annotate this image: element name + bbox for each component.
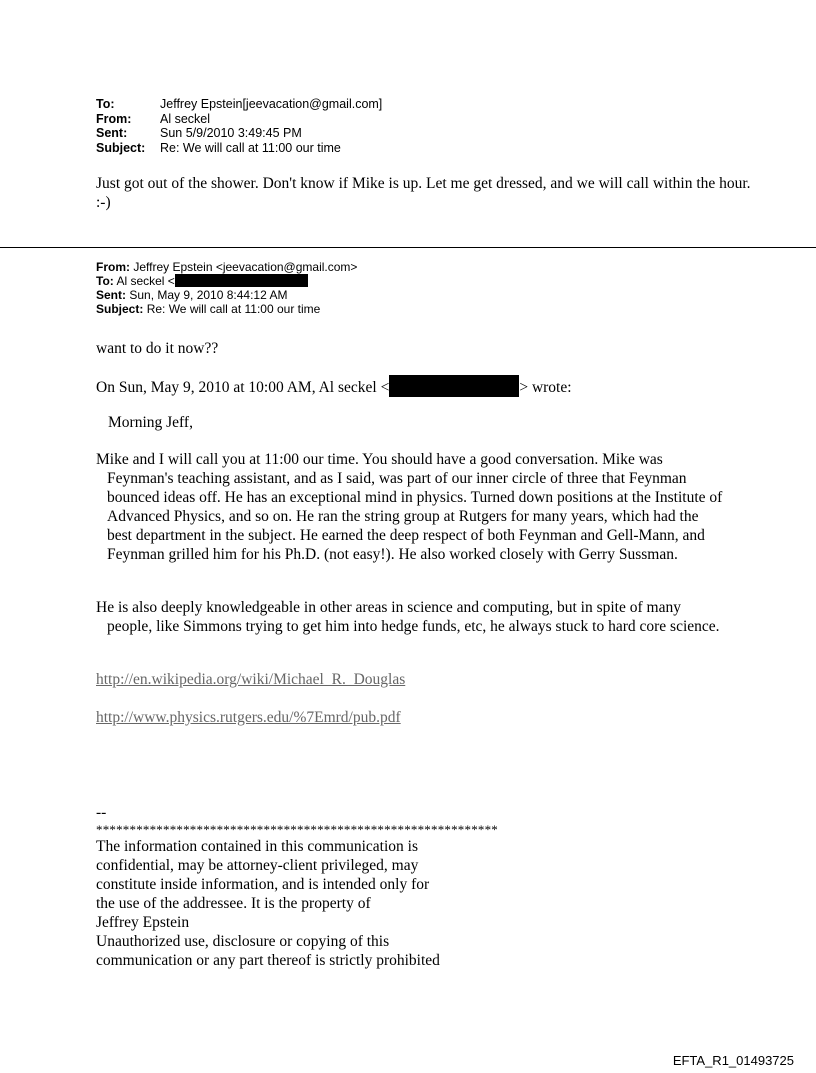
attribution-end: > wrote: [519, 379, 572, 396]
quoted-to-label: To: [96, 274, 114, 288]
email-header [96, 97, 382, 155]
from-label: From: [96, 111, 132, 126]
subject-label: Subject: [96, 140, 146, 155]
link-row-1 [96, 670, 405, 689]
quoted-sent-row [96, 288, 357, 302]
from-value: Al seckel [160, 111, 211, 126]
quoted-subject-value: Re: We will call at 11:00 our time [146, 302, 321, 316]
email-body: Just got out of the shower. Don't know if Mike is up. Let me get dressed, and we will call within the hour. :-) [96, 175, 751, 211]
redaction-bar [175, 274, 308, 287]
disclaimer-line: the use of the addressee. It is the property of [96, 895, 371, 912]
from-row [96, 112, 382, 127]
link-row-2 [96, 708, 401, 727]
sent-label: Sent: [96, 126, 128, 140]
to-label: To: [96, 97, 115, 111]
quoted-subject-row [96, 302, 357, 316]
subject-row [96, 141, 382, 156]
paragraph-2: He is also deeply knowledgeable in other areas in science and computing, but in spite of many people, like Simmons trying to get him into hedge funds, etc, he always stuck to hard core science. [96, 599, 720, 635]
quoted-to-row [96, 274, 357, 288]
greeting: Morning Jeff, [108, 414, 193, 431]
document-id: EFTA_R1_01493725 [672, 1053, 794, 1068]
quoted-sent-value: Sun, May 9, 2010 8:44:12 AM [129, 288, 288, 302]
quoted-from-row [96, 260, 357, 274]
quoted-sent-label: Sent: [96, 288, 126, 302]
disclaimer-line: communication or any part thereof is strictly prohibited [96, 952, 440, 969]
quoted-from-value: Jeffrey Epstein <jeevacation@gmail.com> [133, 260, 358, 274]
disclaimer-line: confidential, may be attorney-client privileged, may [96, 857, 419, 874]
paragraph-1: Mike and I will call you at 11:00 our time. You should have a good conversation. Mike was Feynman's teaching assistant, and as I said, was part of our inner circle of three that Feynman bounced ideas off. He has an exceptional mind in physics. Turned down positions at the Institute of Advanced Physics, and so on. He ran the string group at Rutgers for many years, which had the best department in the subject. He earned the deep respect of both Feynman and Gell-Mann, and Feynman grilled him for his Ph.D. (not easy!). He also worked closely with Gerry Sussman. [96, 451, 723, 563]
signature-stars: ************************************************************ [96, 822, 498, 837]
disclaimer-line: Unauthorized use, disclosure or copying of this [96, 933, 390, 950]
signature-block [96, 803, 498, 970]
sent-value: Sun 5/9/2010 3:49:45 PM [160, 126, 302, 140]
quoted-email-header [96, 260, 357, 316]
disclaimer-line: The information contained in this communication is [96, 838, 418, 855]
quoted-to-value: Al seckel < [116, 274, 175, 288]
redaction-bar [389, 375, 519, 397]
attribution-line [96, 375, 572, 397]
disclaimer-line: constitute inside information, and is intended only for [96, 876, 430, 893]
subject-value: Re: We will call at 11:00 our time [160, 140, 341, 155]
disclaimer-line: Jeffrey Epstein [96, 914, 190, 931]
wikipedia-link[interactable]: http://en.wikipedia.org/wiki/Michael_R._Douglas [96, 671, 406, 688]
to-value: Jeffrey Epstein[jeevacation@gmail.com] [160, 97, 383, 111]
rutgers-pdf-link[interactable]: http://www.physics.rutgers.edu/%7Emrd/pub.pdf [96, 709, 401, 726]
message-divider [0, 247, 816, 248]
quoted-subject-label: Subject: [96, 302, 144, 316]
attribution-start: On Sun, May 9, 2010 at 10:00 AM, Al seckel < [96, 379, 390, 396]
quoted-from-label: From: [96, 260, 130, 274]
sent-row [96, 126, 382, 141]
to-row [96, 97, 382, 112]
signature-dashes: -- [96, 804, 107, 821]
quoted-body: want to do it now?? [96, 340, 219, 357]
